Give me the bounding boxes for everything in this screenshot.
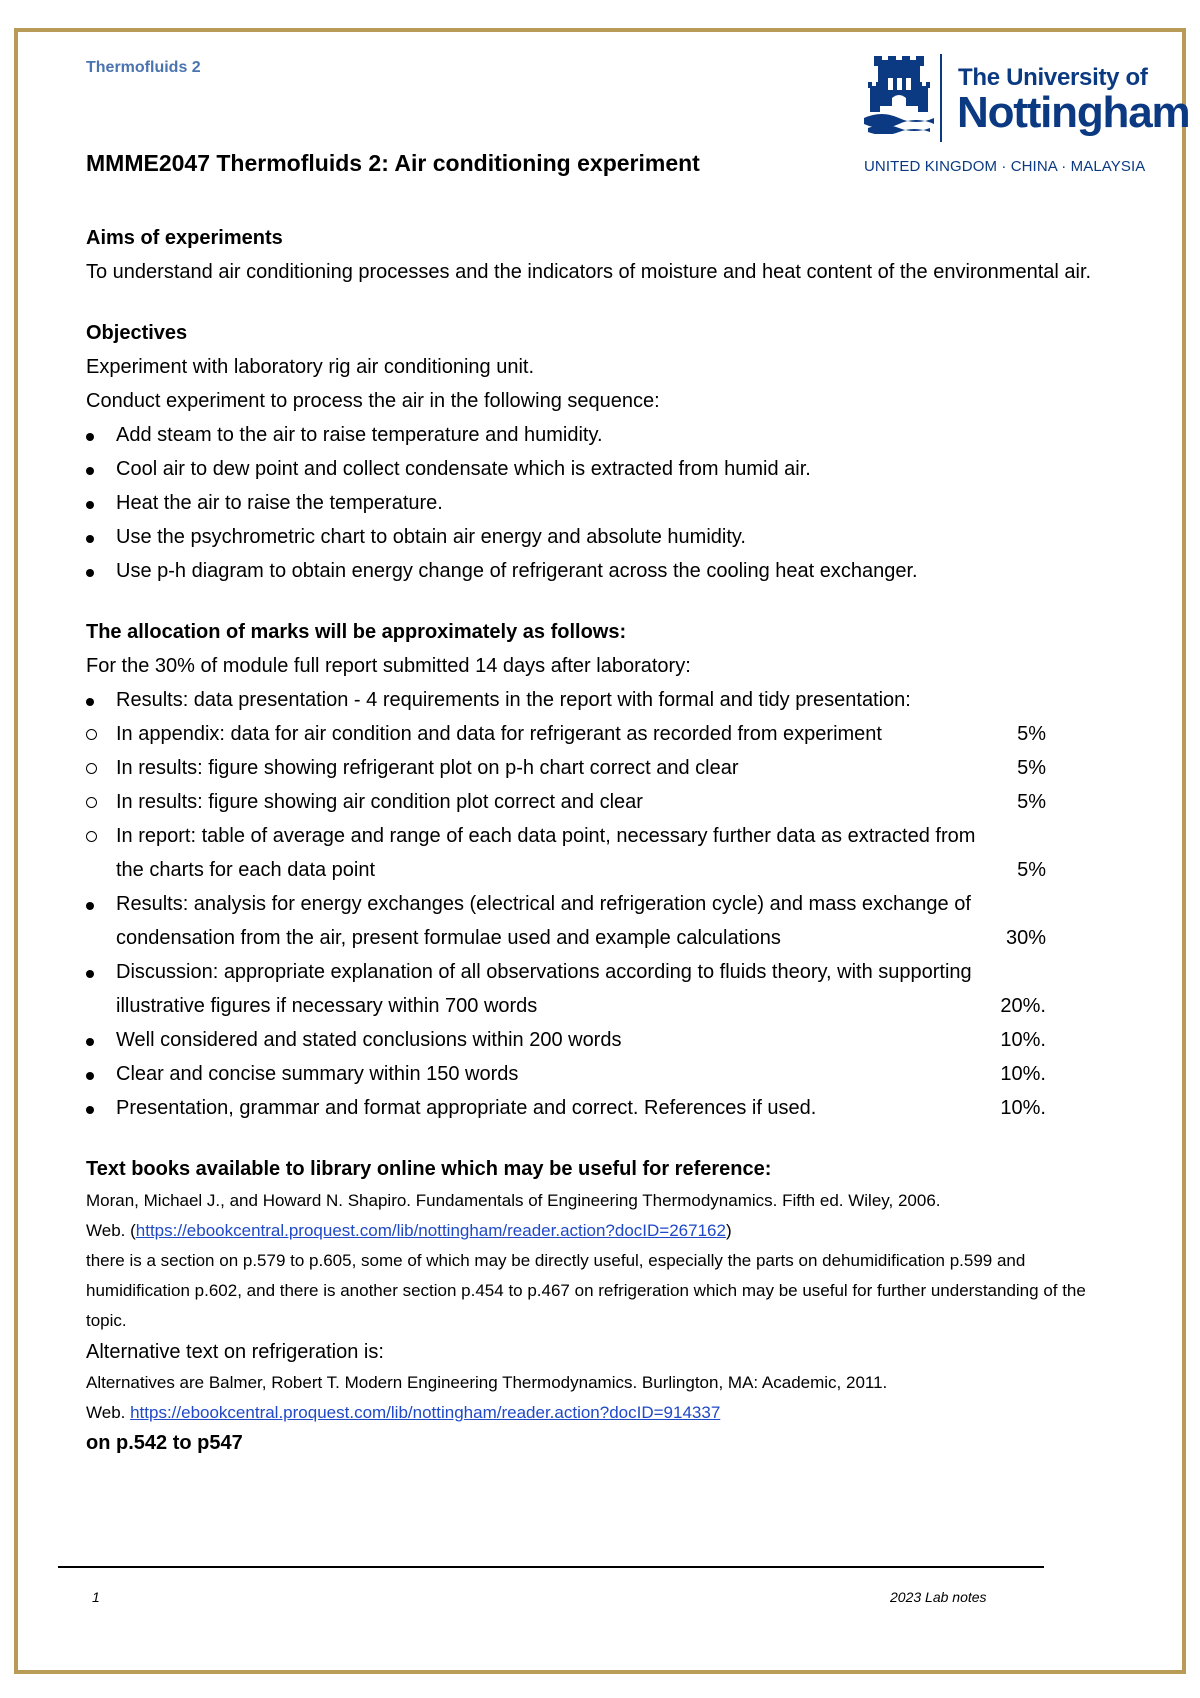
reference-2-link[interactable]: https://ebookcentral.proquest.com/lib/nottingham/reader.action?docID=914337: [130, 1403, 721, 1422]
logo-campuses-text: UNITED KINGDOM · CHINA · MALAYSIA: [864, 158, 1146, 175]
marks-heading: The allocation of marks will be approximately as follows:: [86, 621, 627, 643]
bullet-icon: [86, 1072, 94, 1080]
hollow-bullet-icon: [86, 763, 97, 774]
marks-item: [86, 1023, 1126, 1057]
books-heading: Text books available to library online which may be useful for reference:: [86, 1158, 772, 1180]
hollow-bullet-icon: [86, 729, 97, 740]
hollow-bullet-icon: [86, 831, 97, 842]
bullet-icon: [86, 535, 94, 543]
logo-divider: [940, 54, 942, 142]
footer-divider: [58, 1566, 1044, 1568]
aims-heading: Aims of experiments: [86, 227, 283, 249]
marks-item-percent: 30%: [1005, 927, 1046, 949]
marks-item-percent: 5%: [1017, 791, 1046, 813]
marks-item-text: Clear and concise summary within 150 words: [116, 1063, 519, 1085]
reference-2-pages: on p.542 to p547: [86, 1432, 243, 1454]
marks-item: [86, 955, 1126, 1023]
reference-1: Moran, Michael J., and Howard N. Shapiro. Fundamentals of Engineering Thermodynamics. Fifth ed. Wiley, 2006.: [86, 1191, 941, 1210]
marks-item: [86, 683, 1126, 717]
web-prefix: Web. (: [86, 1221, 136, 1240]
marks-item-percent: 5%: [1017, 757, 1046, 779]
marks-item: [86, 887, 1126, 955]
marks-item-percent: 20%.: [1000, 995, 1046, 1017]
hollow-bullet-icon: [86, 797, 97, 808]
course-header: Thermofluids 2: [86, 59, 201, 76]
marks-item: [86, 785, 1126, 819]
page-title: MMME2047 Thermofluids 2: Air conditioning experiment: [86, 150, 700, 176]
page-number: 1: [92, 1589, 100, 1605]
marks-item-text: Results: analysis for energy exchanges (electrical and refrigeration cycle) and mass exchange of condensation from the air, present formulae used and example calculations: [116, 893, 971, 949]
marks-item-percent: 5%: [1017, 723, 1046, 745]
objective-text: Use p-h diagram to obtain energy change of refrigerant across the cooling heat exchanger.: [116, 560, 918, 582]
marks-item-text: In report: table of average and range of each data point, necessary further data as extracted from the charts for each data point: [116, 825, 976, 881]
marks-item: [86, 1091, 1126, 1125]
marks-item-percent: 10%.: [1000, 1097, 1046, 1119]
bullet-icon: [86, 902, 94, 910]
objectives-line: Conduct experiment to process the air in the following sequence:: [86, 390, 660, 412]
bullet-icon: [86, 501, 94, 509]
marks-item-percent: 10%.: [1000, 1063, 1046, 1085]
reference-1-link[interactable]: https://ebookcentral.proquest.com/lib/nottingham/reader.action?docID=267162: [135, 1221, 726, 1240]
logo-university-text: The University of: [958, 64, 1148, 91]
reference-1-web: [86, 1216, 1126, 1246]
reference-2-web: [86, 1398, 1126, 1428]
objective-text: Cool air to dew point and collect condensate which is extracted from humid air.: [116, 458, 811, 480]
objectives-list: [86, 418, 1126, 588]
university-logo: [864, 54, 1190, 182]
web-suffix: ): [725, 1221, 732, 1240]
marks-item-percent: 5%: [1017, 859, 1046, 881]
logo-nottingham-text: Nottingham: [957, 88, 1190, 137]
objective-text: Heat the air to raise the temperature.: [116, 492, 443, 514]
marks-item: [86, 819, 1126, 887]
bullet-icon: [86, 970, 94, 978]
objective-text: Add steam to the air to raise temperature and humidity.: [116, 424, 603, 446]
objectives-heading: Objectives: [86, 322, 188, 344]
reference-2: Alternatives are Balmer, Robert T. Modern Engineering Thermodynamics. Burlington, MA: Academic, 2011.: [86, 1373, 888, 1392]
marks-item-text: Well considered and stated conclusions within 200 words: [116, 1029, 622, 1051]
aims-text: To understand air conditioning processes and the indicators of moisture and heat content of the environmental air.: [86, 261, 1092, 283]
marks-list: [86, 683, 1126, 1125]
document-body: [86, 222, 1126, 1458]
marks-item-text: Discussion: appropriate explanation of all observations according to fluids theory, with supporting illustrative figures if necessary within 700 words: [116, 961, 972, 1017]
marks-item: [86, 1057, 1126, 1091]
web-prefix: Web.: [86, 1403, 131, 1422]
bullet-icon: [86, 467, 94, 475]
castle-crest-icon: [864, 56, 934, 134]
bullet-icon: [86, 698, 94, 706]
marks-item-text: In results: figure showing refrigerant plot on p-h chart correct and clear: [116, 757, 739, 779]
objective-item: [86, 452, 1126, 486]
marks-intro: For the 30% of module full report submitted 14 days after laboratory:: [86, 655, 691, 677]
objective-item: [86, 554, 1126, 588]
marks-item-percent: 10%.: [1000, 1029, 1046, 1051]
marks-item-text: Presentation, grammar and format appropriate and correct. References if used.: [116, 1097, 817, 1119]
bullet-icon: [86, 433, 94, 441]
marks-item: [86, 717, 1126, 751]
marks-item-text: In results: figure showing air condition plot correct and clear: [116, 791, 643, 813]
objective-item: [86, 418, 1126, 452]
alternative-heading: Alternative text on refrigeration is:: [86, 1341, 384, 1363]
objective-item: [86, 486, 1126, 520]
bullet-icon: [86, 1038, 94, 1046]
bullet-icon: [86, 569, 94, 577]
marks-item-text: In appendix: data for air condition and data for refrigerant as recorded from experiment: [116, 723, 882, 745]
objectives-line: Experiment with laboratory rig air conditioning unit.: [86, 356, 534, 378]
reference-1-note: there is a section on p.579 to p.605, some of which may be directly useful, especially the parts on dehumidification p.599 and humidification p.602, and there is another section p.454 to p.467 on refrigeration which may be useful for further understanding of the topic.: [86, 1251, 1086, 1330]
footer-label: 2023 Lab notes: [890, 1589, 987, 1605]
objective-text: Use the psychrometric chart to obtain air energy and absolute humidity.: [116, 526, 746, 548]
marks-item-text: Results: data presentation - 4 requirements in the report with formal and tidy presentation:: [116, 689, 911, 711]
objective-item: [86, 520, 1126, 554]
bullet-icon: [86, 1106, 94, 1114]
marks-item: [86, 751, 1126, 785]
